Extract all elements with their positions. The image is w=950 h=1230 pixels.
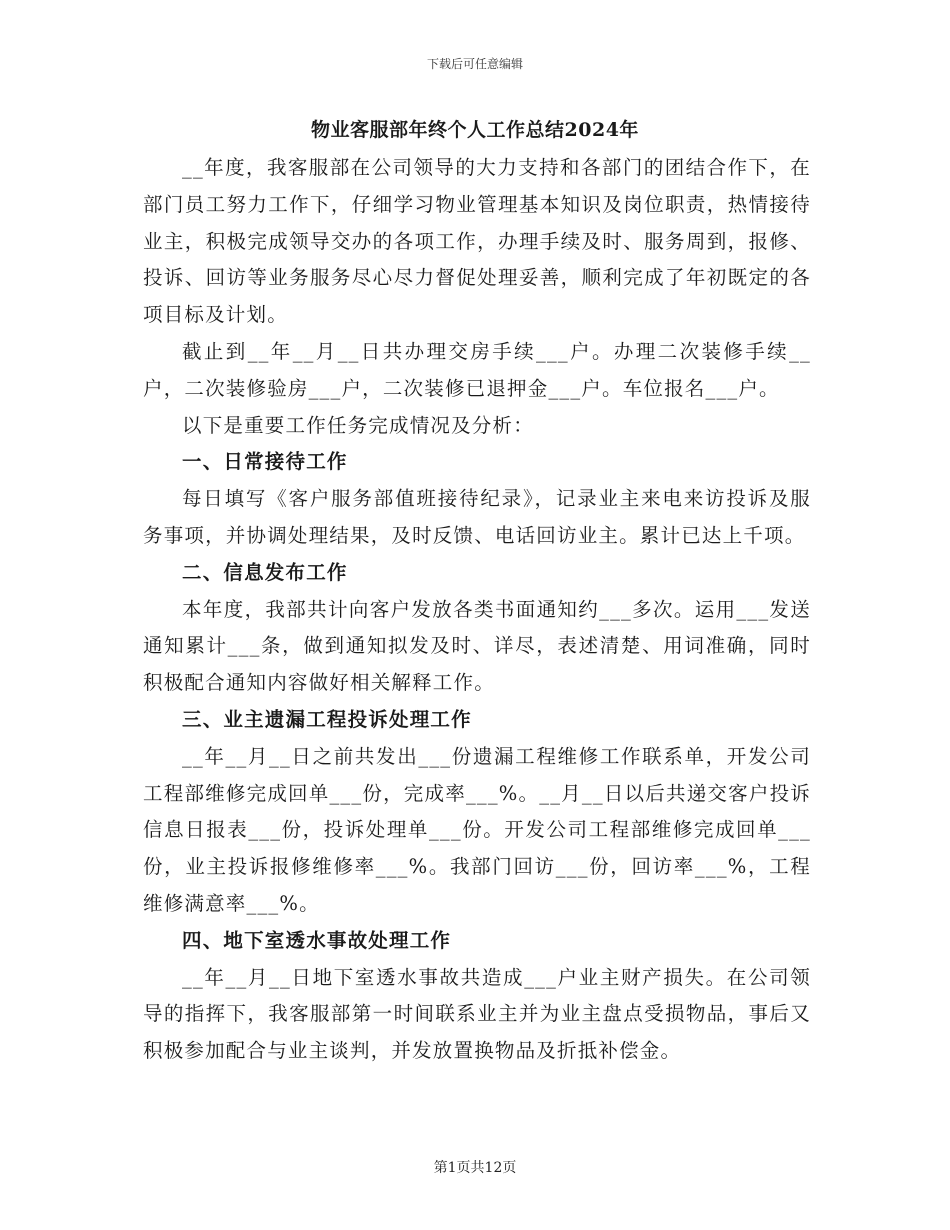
page-number: 第1页共12页 bbox=[433, 1160, 517, 1176]
section-heading-reception: 一、日常接待工作 bbox=[182, 450, 348, 474]
section-heading-basement-flood: 四、地下室透水事故处理工作 bbox=[182, 928, 452, 952]
paragraph-statistics: 截止到__年__月__日共办理交房手续___户。办理二次装修手续__户，二次装修验房___户，二次装修已退押金___户。车位报名___户。 bbox=[143, 339, 811, 400]
document-title: 物业客服部年终个人工作总结2024年 bbox=[311, 119, 639, 141]
page-header-note: 下载后可任意编辑 bbox=[426, 57, 523, 71]
section-heading-notices: 二、信息发布工作 bbox=[182, 560, 348, 584]
paragraph-reception: 每日填写《客户服务部值班接待纪录》，记录业主来电来访投诉及服务事项，并协调处理结果，及时反馈、电话回访业主。累计已达上千项。 bbox=[143, 487, 811, 547]
section-heading-complaints: 三、业主遗漏工程投诉处理工作 bbox=[182, 707, 472, 731]
paragraph-overview: 以下是重要工作任务完成情况及分析： bbox=[182, 413, 534, 437]
paragraph-basement-flood: __年__月__日地下室透水事故共造成___户业主财产损失。在公司领导的指挥下，我客服部第一时间联系业主并为业主盘点受损物品，事后又积极参加配合与业主谈判，并发放置换物品及折抵补偿金。 bbox=[143, 965, 811, 1063]
paragraph-intro: __年度，我客服部在公司领导的大力支持和各部门的团结合作下，在部门员工努力工作下，仔细学习物业管理基本知识及岗位职责，热情接待业主，积极完成领导交办的各项工作，办理手续及时、服务周到，报修、投诉、回访等业务服务尽心尽力督促处理妥善，顺利完成了年初既定的各项目标及计划。 bbox=[143, 156, 811, 327]
document-body bbox=[143, 150, 811, 1070]
paragraph-notices: 本年度，我部共计向客户发放各类书面通知约___多次。运用___发送通知累计___条，做到通知拟发及时、详尽，表述清楚、用词准确，同时积极配合通知内容做好相关解释工作。 bbox=[143, 597, 811, 695]
paragraph-complaints: __年__月__日之前共发出___份遗漏工程维修工作联系单，开发公司工程部维修完成回单___份，完成率___%。__月__日以后共递交客户投诉信息日报表___份，投诉处理单___份。开发公司工程部维修完成回单___份，业主投诉报修维修率___%。我部门回访___份，回访率___%，工程维修满意率___%。 bbox=[143, 744, 811, 915]
